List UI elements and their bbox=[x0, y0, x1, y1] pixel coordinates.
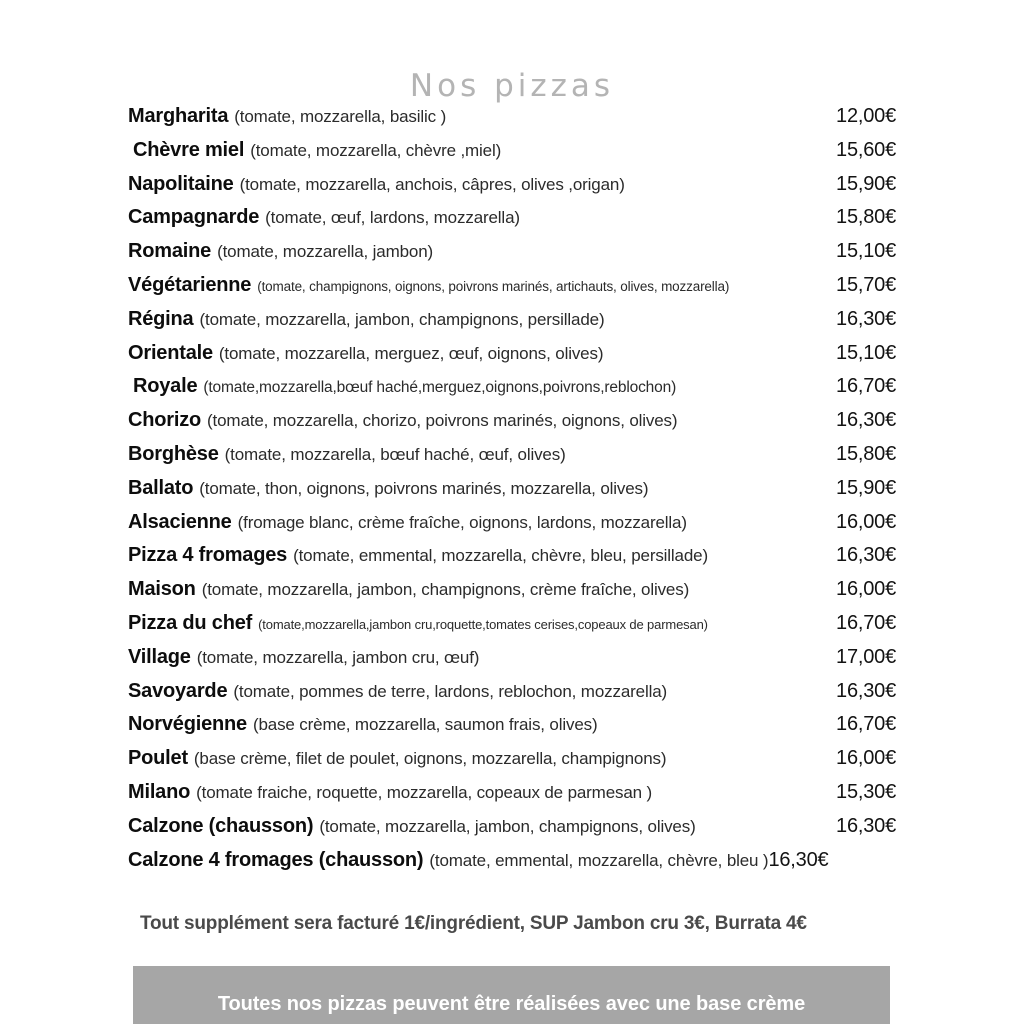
pizza-name: Ballato bbox=[128, 476, 194, 499]
pizza-price: 12,00€ bbox=[836, 105, 896, 127]
pizza-description: (tomate, mozzarella, jambon, champignons, olives) bbox=[319, 816, 696, 836]
pizza-row-text bbox=[128, 342, 804, 365]
pizza-row bbox=[128, 274, 896, 308]
pizza-name: Royale bbox=[133, 375, 198, 398]
pizza-row-text bbox=[128, 206, 804, 229]
pizza-price: 16,70€ bbox=[836, 713, 896, 736]
pizza-row-text bbox=[128, 308, 804, 331]
pizza-price: 15,10€ bbox=[836, 341, 896, 364]
pizza-description: (tomate, mozzarella, chorizo, poivrons marinés, oignons, olives) bbox=[207, 411, 678, 431]
pizza-description: (tomate, mozzarella, chèvre ,miel) bbox=[250, 140, 502, 160]
page-title: Nos pizzas bbox=[409, 68, 615, 104]
pizza-row-text bbox=[128, 849, 768, 872]
pizza-name: Savoyarde bbox=[128, 679, 228, 702]
pizza-description: (tomate, pommes de terre, lardons, reblochon, mozzarella) bbox=[233, 681, 668, 701]
pizza-row bbox=[128, 646, 896, 680]
pizza-description: (tomate, œuf, lardons, mozzarella) bbox=[265, 208, 520, 228]
pizza-description: (tomate, mozzarella, jambon) bbox=[217, 242, 434, 262]
pizza-row-text bbox=[128, 578, 804, 601]
pizza-price: 15,30€ bbox=[836, 780, 896, 803]
pizza-name: Campagnarde bbox=[128, 206, 260, 229]
pizza-price: 16,00€ bbox=[836, 747, 896, 770]
pizza-name: Chorizo bbox=[128, 409, 202, 432]
pizza-price: 15,90€ bbox=[836, 476, 896, 499]
pizza-description: (tomate,mozzarella,bœuf haché,merguez,oignons,poivrons,reblochon) bbox=[203, 379, 677, 397]
pizza-row bbox=[128, 308, 896, 342]
pizza-price: 16,30€ bbox=[836, 679, 896, 702]
pizza-row bbox=[128, 105, 896, 139]
pizza-price: 16,30€ bbox=[768, 848, 829, 871]
pizza-name: Margharita bbox=[128, 105, 229, 127]
pizza-price: 17,00€ bbox=[836, 645, 896, 668]
pizza-description: (tomate, mozzarella, jambon, champignons, persillade) bbox=[199, 309, 605, 329]
pizza-price: 16,70€ bbox=[836, 611, 896, 634]
pizza-row bbox=[128, 139, 896, 173]
pizza-name: Borghèse bbox=[128, 442, 219, 465]
pizza-row bbox=[128, 511, 896, 545]
pizza-row bbox=[128, 578, 896, 612]
pizza-price: 15,80€ bbox=[836, 206, 896, 229]
pizza-name: Poulet bbox=[128, 747, 188, 770]
pizza-price: 16,70€ bbox=[836, 375, 896, 398]
pizza-row-text bbox=[128, 511, 804, 534]
pizza-row bbox=[128, 173, 896, 207]
pizza-row-text bbox=[128, 375, 804, 398]
pizza-row-text bbox=[128, 680, 804, 703]
pizza-description: (tomate, mozzarella, anchois, câpres, olives ,origan) bbox=[239, 174, 625, 194]
pizza-name: Pizza 4 fromages bbox=[128, 544, 288, 567]
pizza-row bbox=[128, 443, 896, 477]
creme-base-banner-text: Toutes nos pizzas peuvent être réalisées avec une base crème bbox=[217, 992, 806, 1015]
pizza-row bbox=[128, 612, 896, 646]
pizza-price: 16,30€ bbox=[836, 814, 896, 837]
pizza-row bbox=[128, 713, 896, 747]
pizza-name: Norvégienne bbox=[128, 713, 247, 736]
pizza-row-text bbox=[128, 815, 804, 838]
pizza-row bbox=[128, 409, 896, 443]
pizza-price: 15,90€ bbox=[836, 172, 896, 195]
pizza-row-text bbox=[128, 105, 804, 128]
pizza-row-text bbox=[128, 139, 804, 162]
pizza-row-text bbox=[128, 443, 804, 466]
pizza-description: (tomate, mozzarella, merguez, œuf, oignons, olives) bbox=[218, 343, 604, 363]
pizza-row bbox=[128, 815, 896, 849]
pizza-description: (tomate, thon, oignons, poivrons marinés, mozzarella, olives) bbox=[199, 478, 649, 498]
pizza-price: 16,30€ bbox=[836, 409, 896, 432]
pizza-price: 16,30€ bbox=[836, 307, 896, 330]
pizza-description: (tomate, champignons, oignons, poivrons marinés, artichauts, olives, mozzarella) bbox=[257, 278, 730, 294]
pizza-price: 16,00€ bbox=[836, 578, 896, 601]
pizza-description: (tomate, mozzarella, jambon cru, œuf) bbox=[196, 647, 480, 667]
pizza-name: Végétarienne bbox=[128, 273, 252, 296]
pizza-description: (tomate, emmental, mozzarella, chèvre, bleu, persillade) bbox=[293, 546, 708, 566]
pizza-description: (tomate, mozzarella, basilic ) bbox=[234, 107, 447, 126]
pizza-name: Village bbox=[128, 645, 191, 668]
pizza-row-text bbox=[128, 612, 804, 635]
pizza-name: Milano bbox=[128, 780, 191, 803]
pizza-row-text bbox=[128, 477, 804, 500]
pizza-name: Régina bbox=[128, 307, 194, 330]
pizza-row bbox=[128, 206, 896, 240]
pizza-row bbox=[128, 544, 896, 578]
pizza-price: 15,10€ bbox=[836, 240, 896, 263]
pizza-row-text bbox=[128, 713, 804, 736]
pizza-row bbox=[128, 747, 896, 781]
pizza-row bbox=[128, 375, 896, 409]
pizza-list bbox=[128, 105, 896, 882]
pizza-row bbox=[128, 680, 896, 714]
pizza-row-text bbox=[128, 747, 804, 770]
pizza-row-text bbox=[128, 544, 804, 567]
pizza-row-text bbox=[128, 173, 804, 196]
pizza-row-text bbox=[128, 781, 804, 804]
pizza-description: (base crème, mozzarella, saumon frais, olives) bbox=[252, 715, 598, 735]
pizza-price: 15,80€ bbox=[836, 442, 896, 465]
creme-base-banner bbox=[133, 966, 890, 1024]
pizza-row bbox=[128, 781, 896, 815]
pizza-row bbox=[128, 849, 896, 883]
pizza-description: (base crème, filet de poulet, oignons, mozzarella, champignons) bbox=[193, 749, 667, 769]
pizza-name: Calzone (chausson) bbox=[128, 814, 314, 837]
pizza-price: 16,00€ bbox=[836, 510, 896, 533]
pizza-price: 15,60€ bbox=[836, 138, 896, 161]
pizza-description: (fromage blanc, crème fraîche, oignons, lardons, mozzarella) bbox=[237, 512, 687, 532]
pizza-name: Alsacienne bbox=[128, 510, 232, 533]
pizza-name: Calzone 4 fromages (chausson) bbox=[128, 848, 424, 871]
supplement-note: Tout supplément sera facturé 1€/ingrédient, SUP Jambon cru 3€, Burrata 4€ bbox=[140, 913, 807, 934]
pizza-name: Orientale bbox=[128, 341, 213, 364]
pizza-price: 16,30€ bbox=[836, 544, 896, 567]
pizza-row bbox=[128, 477, 896, 511]
pizza-row-text bbox=[128, 409, 804, 432]
pizza-name: Chèvre miel bbox=[133, 138, 245, 161]
pizza-name: Napolitaine bbox=[128, 172, 234, 195]
pizza-row bbox=[128, 342, 896, 376]
pizza-name: Romaine bbox=[128, 240, 212, 263]
pizza-description: (tomate,mozzarella,jambon cru,roquette,tomates cerises,copeaux de parmesan) bbox=[258, 616, 708, 632]
pizza-description: (tomate, mozzarella, jambon, champignons, crème fraîche, olives) bbox=[201, 580, 690, 600]
pizza-row-text bbox=[128, 240, 804, 263]
pizza-row-text bbox=[128, 274, 804, 297]
pizza-name: Maison bbox=[128, 578, 196, 601]
pizza-row bbox=[128, 240, 896, 274]
pizza-name: Pizza du chef bbox=[128, 611, 253, 634]
pizza-price: 15,70€ bbox=[836, 273, 896, 296]
pizza-description: (tomate, mozzarella, bœuf haché, œuf, olives) bbox=[224, 444, 566, 464]
pizza-description: (tomate, emmental, mozzarella, chèvre, bleu ) bbox=[429, 850, 769, 870]
pizza-row-text bbox=[128, 646, 804, 669]
pizza-description: (tomate fraiche, roquette, mozzarella, copeaux de parmesan ) bbox=[196, 782, 653, 802]
